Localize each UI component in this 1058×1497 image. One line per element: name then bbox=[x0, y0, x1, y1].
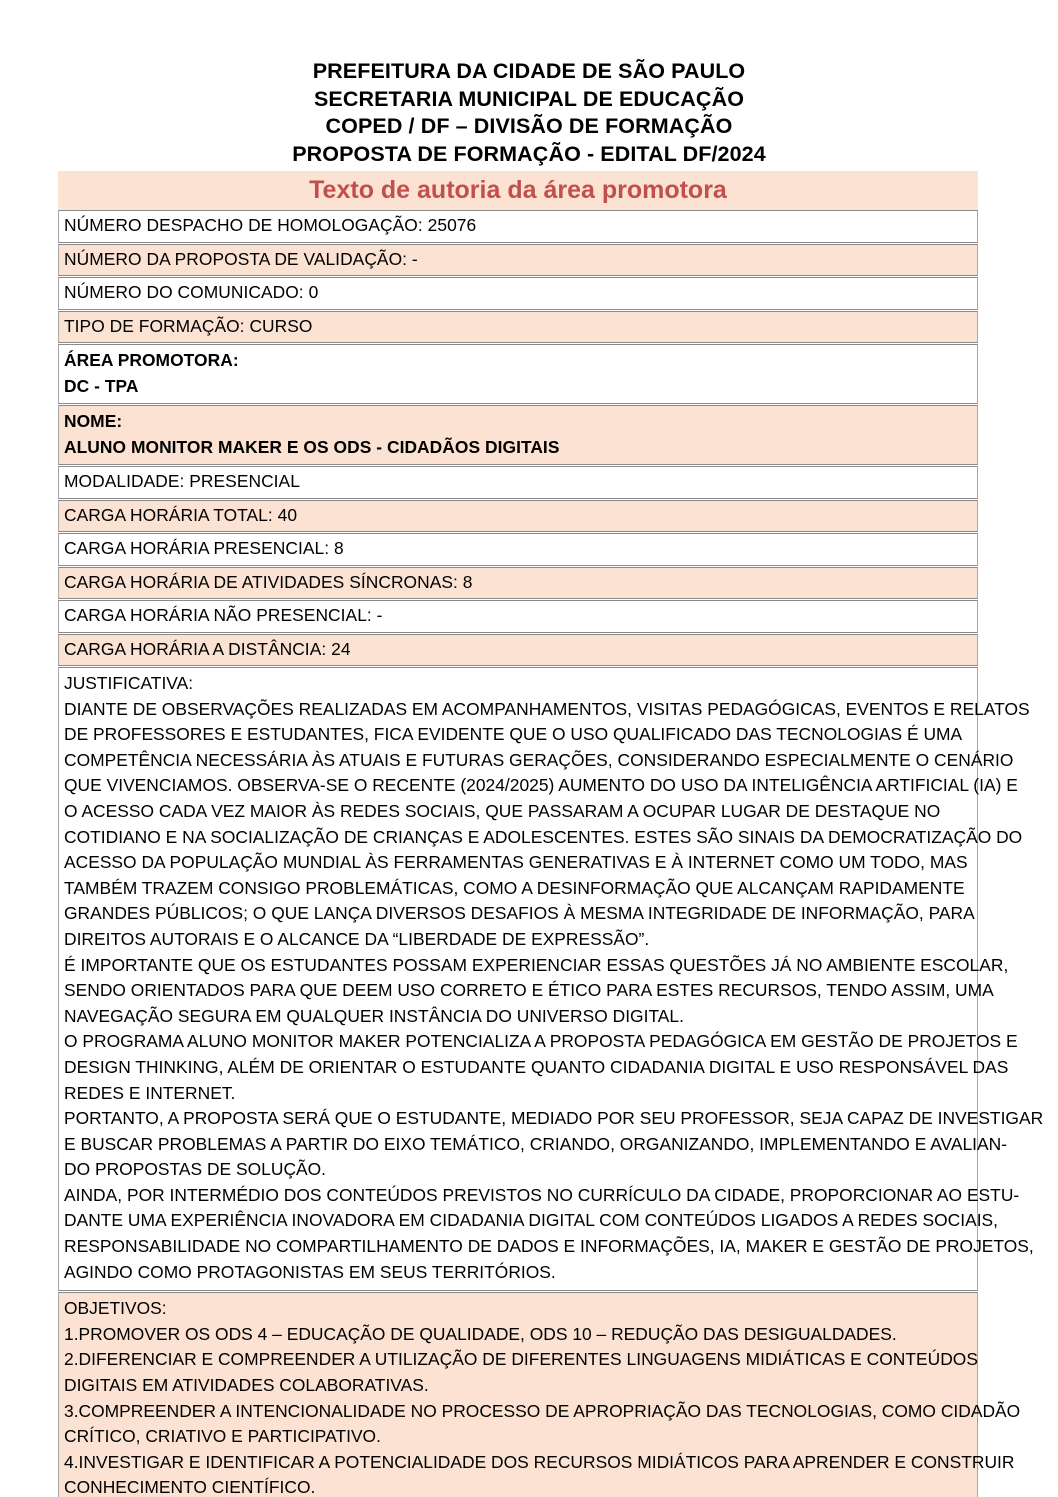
field-label-carga-distancia: CARGA HORÁRIA A DISTÂNCIA: 24 bbox=[64, 638, 351, 659]
justificativa-line: O ACESSO CADA VEZ MAIOR ÀS REDES SOCIAIS, QUE PASSARAM A OCUPAR LUGAR DE DESTAQUE NO bbox=[64, 800, 941, 821]
justificativa-line: SENDO ORIENTADOS PARA QUE DEEM USO CORRETO E ÉTICO PARA ESTES RECURSOS, TENDO ASSIM, UMA bbox=[64, 980, 994, 1001]
table-row-carga-distancia bbox=[58, 634, 978, 667]
table-row-carga-nao-presencial bbox=[58, 600, 978, 633]
header-line-2: SECRETARIA MUNICIPAL DE EDUCAÇÃO bbox=[313, 86, 745, 111]
field-value-nome: ALUNO MONITOR MAKER E OS ODS - CIDADÃOS DIGITAIS bbox=[64, 436, 560, 457]
table-row-nome bbox=[58, 405, 978, 465]
justificativa-line: E BUSCAR PROBLEMAS A PARTIR DO EIXO TEMÁTICO, CRIANDO, ORGANIZANDO, IMPLEMENTANDO E AVALIAN- bbox=[64, 1133, 1008, 1154]
table-row-despacho bbox=[58, 210, 978, 243]
table-row-tipo-formacao bbox=[58, 311, 978, 344]
justificativa-line: NAVEGAÇÃO SEGURA EM QUALQUER INSTÂNCIA DO UNIVERSO DIGITAL. bbox=[64, 1005, 684, 1026]
field-label-carga-nao-presencial: CARGA HORÁRIA NÃO PRESENCIAL: - bbox=[64, 605, 383, 625]
header-line-3: COPED / DF – DIVISÃO DE FORMAÇÃO bbox=[325, 114, 733, 138]
field-label-modalidade: MODALIDADE: PRESENCIAL bbox=[64, 471, 300, 491]
justificativa-heading: JUSTIFICATIVA: bbox=[64, 673, 194, 693]
table-row-area-promotora bbox=[58, 344, 978, 404]
justificativa-line: DIREITOS AUTORAIS E O ALCANCE DA “LIBERDADE DE EXPRESSÃO”. bbox=[64, 928, 650, 949]
field-label-nome: NOME: bbox=[64, 411, 123, 431]
table-row-modalidade bbox=[58, 466, 978, 499]
justificativa-line: ACESSO DA POPULAÇÃO MUNDIAL ÀS FERRAMENTAS GENERATIVAS E À INTERNET COMO UM TODO, MAS bbox=[64, 852, 968, 873]
justificativa-line: QUE VIVENCIAMOS. OBSERVA-SE O RECENTE (2024/2025) AUMENTO DO USO DA INTELIGÊNCIA ARTIFICIAL (IA) E bbox=[64, 775, 1018, 796]
justificativa-line: COMPETÊNCIA NECESSÁRIA ÀS ATUAIS E FUTURAS GERAÇÕES, CONSIDERANDO ESPECIALMENTE O CENÁRIO bbox=[64, 749, 1014, 770]
section-banner-title: Texto de autoria da área promotora bbox=[309, 176, 727, 204]
justificativa-line: DANTE UMA EXPERIÊNCIA INOVADORA EM CIDADANIA DIGITAL COM CONTEÚDOS LIGADOS A REDES SOCIAIS, bbox=[64, 1210, 999, 1231]
justificativa-line: É IMPORTANTE QUE OS ESTUDANTES POSSAM EXPERIENCIAR ESSAS QUESTÕES JÁ NO AMBIENTE ESCOLAR, bbox=[64, 954, 1009, 975]
justificativa-line: DE PROFESSORES E ESTUDANTES, FICA EVIDENTE QUE O USO QUALIFICADO DAS TECNOLOGIAS É UMA bbox=[64, 724, 963, 745]
proposal-fields-table bbox=[58, 210, 1044, 1497]
justificativa-line: DO PROPOSTAS DE SOLUÇÃO. bbox=[64, 1159, 327, 1180]
justificativa-line: AGINDO COMO PROTAGONISTAS EM SEUS TERRITÓRIOS. bbox=[64, 1261, 556, 1282]
table-row-carga-sincronas bbox=[58, 567, 978, 600]
document-header bbox=[0, 0, 1058, 168]
justificativa-block bbox=[58, 667, 1044, 1291]
objetivos-line: CRÍTICO, CRIATIVO E PARTICIPATIVO. bbox=[64, 1426, 381, 1447]
objetivos-line: DIGITAIS EM ATIVIDADES COLABORATIVAS. bbox=[64, 1375, 429, 1396]
justificativa-line: PORTANTO, A PROPOSTA SERÁ QUE O ESTUDANTE, MEDIADO POR SEU PROFESSOR, SEJA CAPAZ DE INVESTIGAR bbox=[64, 1108, 1044, 1129]
justificativa-line: RESPONSABILIDADE NO COMPARTILHAMENTO DE DADOS E INFORMAÇÕES, IA, MAKER E GESTÃO DE PROJETOS, bbox=[64, 1236, 1034, 1257]
justificativa-line: GRANDES PÚBLICOS; O QUE LANÇA DIVERSOS DESAFIOS À MESMA INTEGRIDADE DE INFORMAÇÃO, PARA bbox=[64, 903, 975, 924]
justificativa-line: DIANTE DE OBSERVAÇÕES REALIZADAS EM ACOMPANHAMENTOS, VISITAS PEDAGÓGICAS, EVENTOS E RELATOS bbox=[64, 698, 1030, 719]
section-banner bbox=[58, 171, 978, 210]
field-label-proposta-validacao: NÚMERO DA PROPOSTA DE VALIDAÇÃO: - bbox=[64, 248, 418, 269]
field-label-carga-total: CARGA HORÁRIA TOTAL: 40 bbox=[64, 504, 298, 525]
table-row-proposta-validacao bbox=[58, 244, 978, 277]
field-label-tipo-formacao: TIPO DE FORMAÇÃO: CURSO bbox=[64, 315, 313, 336]
objetivos-line: CONHECIMENTO CIENTÍFICO. bbox=[64, 1477, 316, 1497]
table-row-comunicado bbox=[58, 277, 978, 310]
table-row-carga-total bbox=[58, 500, 978, 533]
justificativa-line: COTIDIANO E NA SOCIALIZAÇÃO DE CRIANÇAS E ADOLESCENTES. ESTES SÃO SINAIS DA DEMOCRATIZAÇÃO DO bbox=[64, 826, 1023, 847]
field-label-comunicado: NÚMERO DO COMUNICADO: 0 bbox=[64, 282, 319, 302]
justificativa-line: TAMBÉM TRAZEM CONSIGO PROBLEMÁTICAS, COMO A DESINFORMAÇÃO QUE ALCANÇAM RAPIDAMENTE bbox=[64, 877, 965, 898]
field-value-area-promotora: DC - TPA bbox=[64, 375, 139, 396]
objetivos-heading: OBJETIVOS: bbox=[64, 1298, 167, 1319]
justificativa-line: AINDA, POR INTERMÉDIO DOS CONTEÚDOS PREVISTOS NO CURRÍCULO DA CIDADE, PROPORCIONAR AO ESTU- bbox=[64, 1184, 1020, 1205]
field-label-carga-sincronas: CARGA HORÁRIA DE ATIVIDADES SÍNCRONAS: 8 bbox=[64, 571, 473, 592]
header-line-1: PREFEITURA DA CIDADE DE SÃO PAULO bbox=[312, 59, 746, 83]
objetivos-block bbox=[58, 1292, 1021, 1497]
objetivos-line: 1.PROMOVER OS ODS 4 – EDUCAÇÃO DE QUALIDADE, ODS 10 – REDUÇÃO DAS DESIGUALDADES. bbox=[64, 1323, 897, 1344]
justificativa-line: DESIGN THINKING, ALÉM DE ORIENTAR O ESTUDANTE QUANTO CIDADANIA DIGITAL E USO RESPONSÁVEL DAS bbox=[64, 1056, 1009, 1077]
table-row-carga-presencial bbox=[58, 533, 978, 566]
field-label-despacho: NÚMERO DESPACHO DE HOMOLOGAÇÃO: 25076 bbox=[64, 215, 477, 235]
field-label-area-promotora: ÁREA PROMOTORA: bbox=[64, 350, 239, 370]
objetivos-line: 2.DIFERENCIAR E COMPREENDER A UTILIZAÇÃO DE DIFERENTES LINGUAGENS MIDIÁTICAS E CONTEÚDOS bbox=[64, 1349, 978, 1370]
objetivos-line: 4.INVESTIGAR E IDENTIFICAR A POTENCIALIDADE DOS RECURSOS MIDIÁTICOS PARA APRENDER E CONSTRUIR bbox=[64, 1451, 1015, 1472]
header-line-4: PROPOSTA DE FORMAÇÃO - EDITAL DF/2024 bbox=[292, 141, 766, 166]
field-label-carga-presencial: CARGA HORÁRIA PRESENCIAL: 8 bbox=[64, 538, 344, 558]
objetivos-line: 3.COMPREENDER A INTENCIONALIDADE NO PROCESSO DE APROPRIAÇÃO DAS TECNOLOGIAS, COMO CIDADÃO bbox=[64, 1400, 1021, 1421]
justificativa-line: O PROGRAMA ALUNO MONITOR MAKER POTENCIALIZA A PROPOSTA PEDAGÓGICA EM GESTÃO DE PROJETOS E bbox=[64, 1031, 1018, 1052]
justificativa-line: REDES E INTERNET. bbox=[64, 1082, 236, 1103]
